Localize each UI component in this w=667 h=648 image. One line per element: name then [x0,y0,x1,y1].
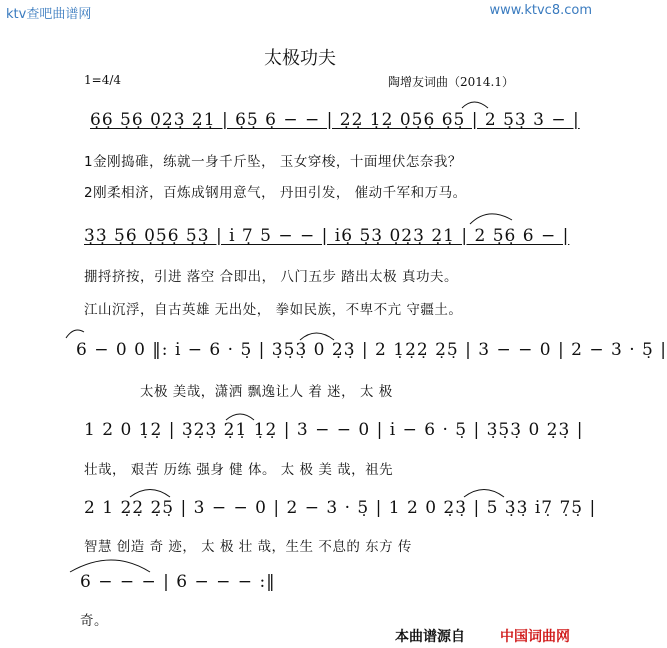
score-line-1: 6̣6̣ 5̣6̣ 0̣2̣3̣ 2̣1̣ | 6̣5̣ 6̣ − − | 2̣2̣ 1̣2̣ 0̣5̣6̣ 6̣5̣ | 2 5̣3̣ 3 − | [90,110,580,130]
watermark-right: www.ktvc8.com [489,3,592,18]
tie-arc [300,333,334,340]
watermark-left: ktv查吧曲谱网 [6,7,92,22]
footer-source-label: 本曲谱源自 [395,629,465,645]
tie-arc [470,214,512,224]
lyric-line-6: 奇。 [80,613,108,629]
lyric-line-2b: 江山沉浮，自古英雄 无出处， 拳如民族，不卑不亢 守疆土。 [84,302,463,318]
score-line-4: 1 2 0 1̣2̣ | 3̣2̣3̣ 2̣1̣ 1̣2̣ | 3 − − 0 | i̇ − 6 · 5̣ | 3̣5̣3̣ 0 2̣3̣ | [84,420,584,440]
composer-credit: 陶增友词曲（2014.1） [388,75,514,89]
lyric-line-1a: 1金刚捣碓，练就一身千斤坠， 玉女穿梭，十面埋伏怎奈我？ [84,154,462,170]
score-line-6: 6 − − − | 6 − − − :‖ [80,572,276,592]
tie-arc [70,560,150,572]
key-signature: 1=4/4 [84,73,122,87]
footer-source-site: 中国词曲网 [500,629,570,645]
tie-arc [464,490,504,498]
score-line-2: 3̣3̣ 5̣6̣ 0̣5̣6̣ 5̣3̣ | i̇ 7̣ 5 − − | i̇6̣ 5̣3̣ 0̣2̣3̣ 2̣1̣ | 2 5̣6̣ 6 − | [84,226,570,246]
lyric-line-1b: 2刚柔相济，百炼成钢用意气， 丹田引发， 催动千军和万马。 [84,185,467,201]
lyric-line-4: 壮哉， 艰苦 历练 强身 健 体。 太 极 美 哉，祖先 [84,462,394,478]
lyric-line-5: 智慧 创造 奇 迹， 太 极 壮 哉，生生 不息的 东方 传 [84,539,412,555]
lyric-line-3: 太极 美哉，潇洒 飘逸让人 着 迷， 太 极 [140,384,393,400]
lyric-line-2a: 掤捋挤按，引进 落空 合即出， 八门五步 踏出太极 真功夫。 [84,269,458,285]
tie-arc [130,490,170,498]
tie-arc [462,102,488,108]
tie-arc [66,330,84,338]
song-title: 太极功夫 [264,48,336,69]
score-line-5: 2 1 2̣2̣ 2̣5̣ | 3 − − 0 | 2 − 3 · 5̣ | 1 2 0 2̣3̣ | 5 3̣3̣ i̇7̣ 7̣5̣ | [84,498,597,518]
score-line-3: 6 − 0 0 ‖: i̇ − 6 · 5̣ | 3̣5̣3̣ 0 2̣3̣ | 2 1̣2̣2̣ 2̣5̣ | 3 − − 0 | 2 − 3 · 5̣ | [76,340,667,360]
